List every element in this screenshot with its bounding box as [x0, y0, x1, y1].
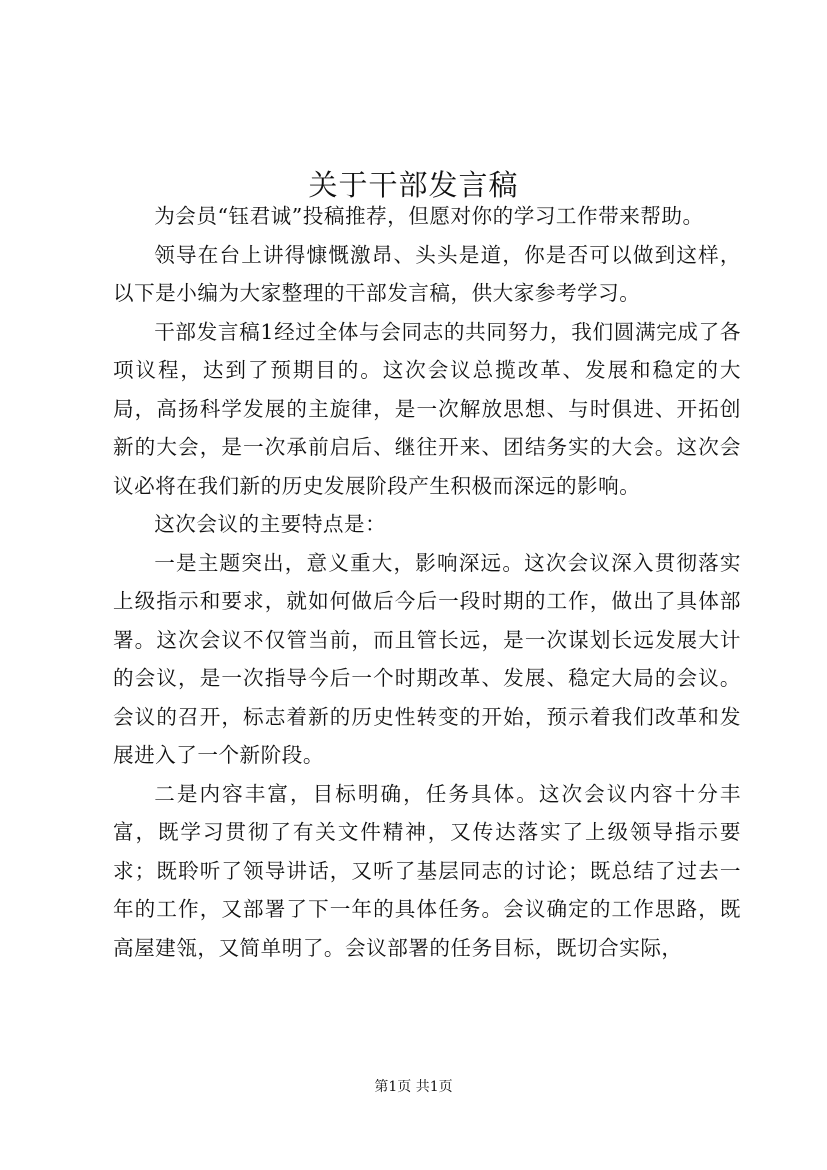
- paragraph-speech-1: 干部发言稿1经过全体与会同志的共同努力，我们圆满完成了各项议程，达到了预期目的。这次会议总揽改革、发展和稳定的大局，高扬科学发展的主旋律，是一次解放思想、与时俱进、开拓创新的大会，是一次承前启后、继往开来、团结务实的大会。这次会议必将在我们新的历史发展阶段产生积极而深远的影响。: [113, 319, 741, 498]
- paragraph-feature-2: 二是内容丰富，目标明确，任务具体。这次会议内容十分丰富，既学习贯彻了有关文件精神，又传达落实了上级领导指示要求；既聆听了领导讲话，又听了基层同志的讨论；既总结了过去一年的工作，又部署了下一年的具体任务。会议确定的工作思路，既高屋建瓴，又简单明了。会议部署的任务目标，既切合实际，: [113, 781, 741, 960]
- paragraph-lead: 领导在台上讲得慷慨激昂、头头是道，你是否可以做到这样，以下是小编为大家整理的干部发言稿，供大家参考学习。: [113, 242, 741, 305]
- document-title: 关于干部发言稿: [308, 168, 519, 203]
- document-body: [113, 197, 741, 967]
- paragraph-features-heading: 这次会议的主要特点是：: [154, 512, 387, 536]
- paragraph-feature-1: 一是主题突出，意义重大，影响深远。这次会议深入贯彻落实上级指示和要求，就如何做后今后一段时期的工作，做出了具体部署。这次会议不仅管当前，而且管长远，是一次谋划长远发展大计的会议，是一次指导今后一个时期改革、发展、稳定大局的会议。会议的召开，标志着新的历史性转变的开始，预示着我们改革和发展进入了一个新阶段。: [113, 550, 741, 767]
- paragraph-intro: 为会员“钰君诚”投稿推荐，但愿对你的学习工作带来帮助。: [154, 204, 704, 228]
- page-number-footer: 第1页 共1页: [374, 1079, 453, 1095]
